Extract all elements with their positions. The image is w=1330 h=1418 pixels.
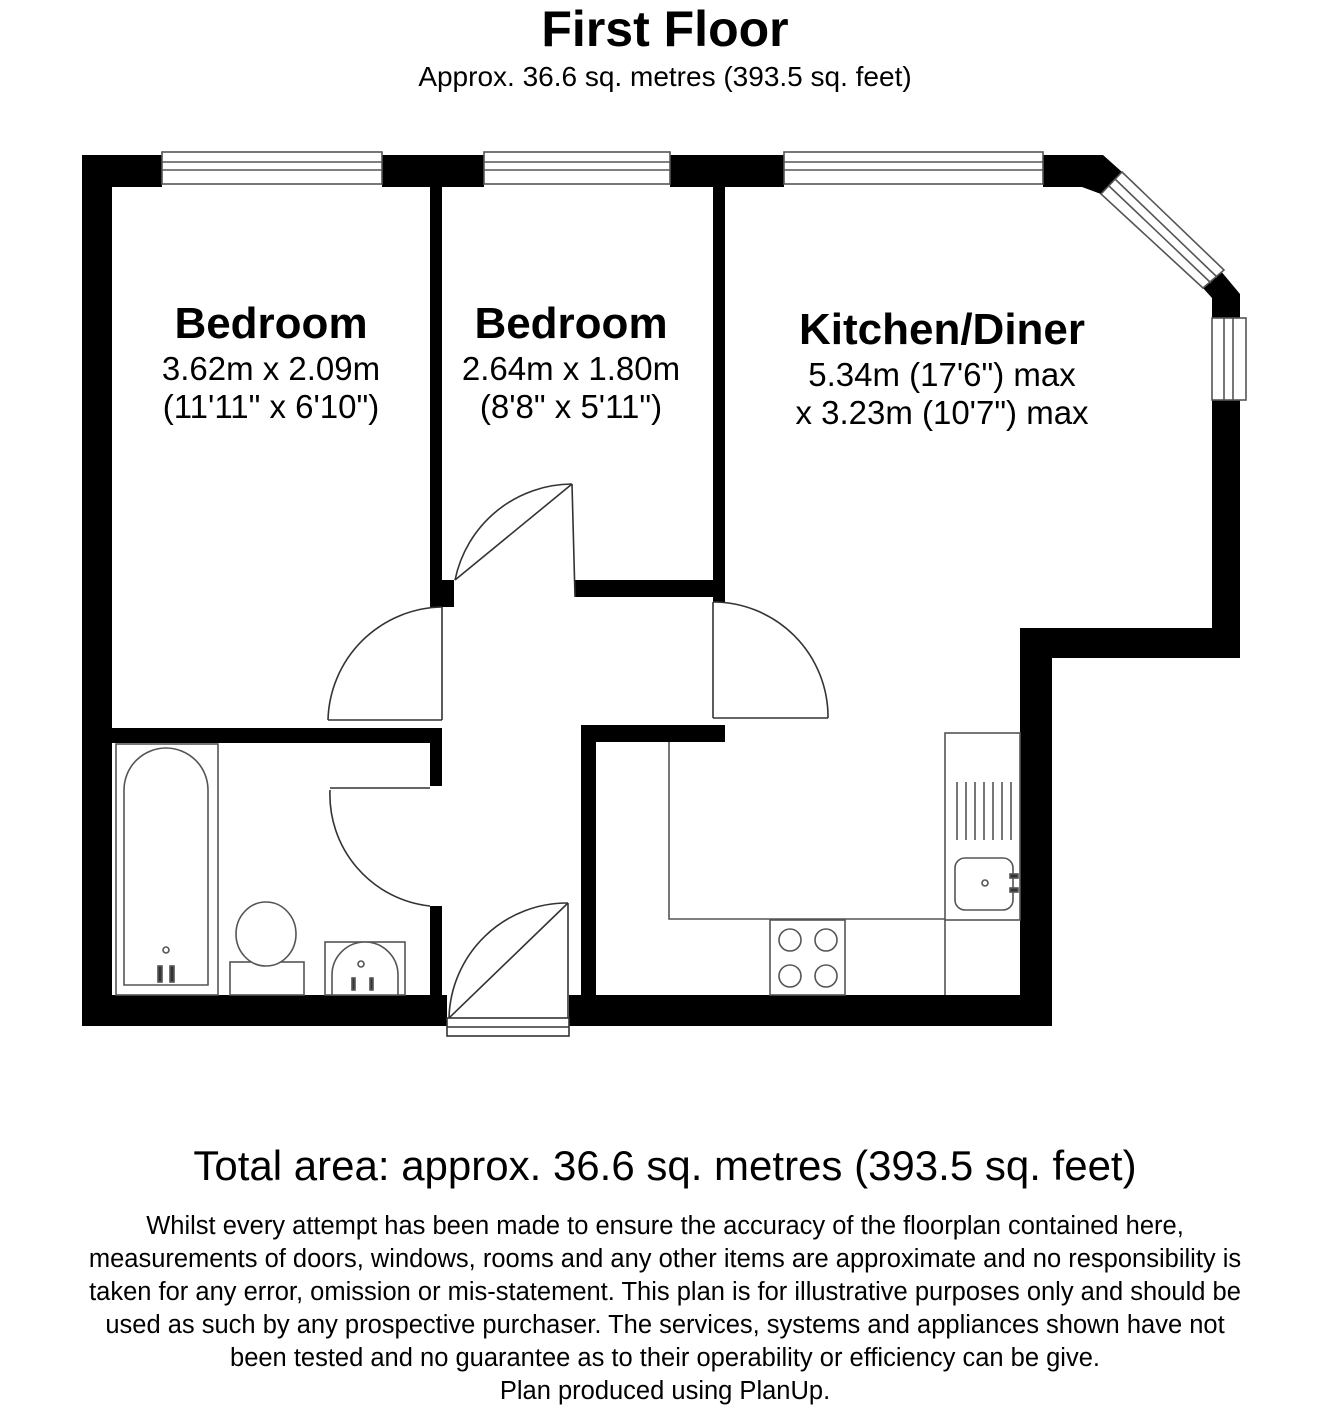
disclaimer-line: used as such by any prospective purchaser. The services, systems and appliances shown have not — [105, 1311, 1225, 1339]
walls — [82, 155, 1240, 1026]
disclaimer-line: Plan produced using PlanUp. — [499, 1377, 831, 1405]
room-dimensions-metric: 2.64m x 1.80m — [461, 350, 681, 387]
wall-hall-top — [581, 725, 725, 742]
wall-right-lower — [1020, 628, 1052, 1026]
window-kitchen-side — [1212, 318, 1246, 400]
wall-partition-b — [713, 187, 725, 602]
total-area: Total area: approx. 36.6 sq. metres (393.5 sq. feet) — [193, 1142, 1137, 1189]
room-dimensions-imperial: (8'8" x 5'11") — [479, 388, 663, 425]
disclaimer-line: Whilst every attempt has been made to ensure the accuracy of the floorplan contained here, — [146, 1212, 1184, 1240]
room-name: Bedroom — [174, 299, 368, 348]
window-bedroom-1 — [162, 152, 382, 184]
door-entrance — [447, 903, 569, 1036]
room-label-bedroom-1 — [112, 298, 430, 426]
plan-subtitle: Approx. 36.6 sq. metres (393.5 sq. feet) — [418, 61, 912, 92]
wall-bath-right-lower — [430, 906, 442, 1006]
wall-bottom-right — [569, 995, 1052, 1026]
wall-kitchen-step — [1020, 628, 1240, 658]
wall-partition-a — [430, 187, 442, 607]
bathroom-fittings — [116, 744, 405, 995]
window-kitchen-top — [784, 152, 1043, 184]
room-dimensions-imperial: (11'11" x 6'10") — [162, 388, 380, 425]
door-bathroom — [330, 788, 430, 906]
wall-top-2 — [382, 155, 484, 187]
room-dimensions-metric: 3.62m x 2.09m — [161, 350, 381, 387]
washbasin — [325, 942, 405, 995]
room-dimensions-width: x 3.23m (10'7") max — [795, 394, 1089, 431]
bathtub — [116, 744, 218, 995]
room-label-bedroom-2 — [442, 298, 700, 426]
wall-top-3 — [670, 155, 784, 187]
room-label-kitchen-diner — [740, 304, 1144, 432]
door-bedroom-1 — [328, 607, 442, 720]
disclaimer-line: taken for any error, omission or mis-statement. This plan is for illustrative purposes only and should be — [89, 1278, 1241, 1306]
window-bedroom-2 — [484, 152, 670, 184]
kitchen-fittings — [669, 733, 1020, 995]
wall-partition-b-stub — [575, 580, 725, 597]
room-name: Kitchen/Diner — [798, 305, 1086, 354]
door-bedroom-2 — [455, 484, 575, 597]
wall-hall-right — [581, 725, 596, 1005]
room-dimensions-length: 5.34m (17'6") max — [808, 356, 1076, 393]
hob — [770, 920, 845, 995]
wall-partition-a-stub — [430, 580, 454, 607]
plan-title: First Floor — [541, 1, 789, 57]
window-kitchen-bay — [1101, 172, 1224, 288]
wall-right-upper — [1212, 400, 1240, 628]
room-name: Bedroom — [474, 299, 668, 348]
disclaimer — [0, 1210, 1330, 1408]
door-kitchen — [713, 602, 828, 718]
wall-left — [82, 155, 112, 1026]
wall-bath-right-upper — [430, 728, 442, 786]
wall-bottom-left — [82, 995, 447, 1026]
disclaimer-line: measurements of doors, windows, rooms and any other items are approximate and no responsibility is — [88, 1245, 1242, 1273]
toilet — [230, 902, 304, 995]
disclaimer-line: been tested and no guarantee as to their operability or efficiency can be give. — [230, 1344, 1100, 1372]
wall-bath-top — [112, 728, 442, 743]
